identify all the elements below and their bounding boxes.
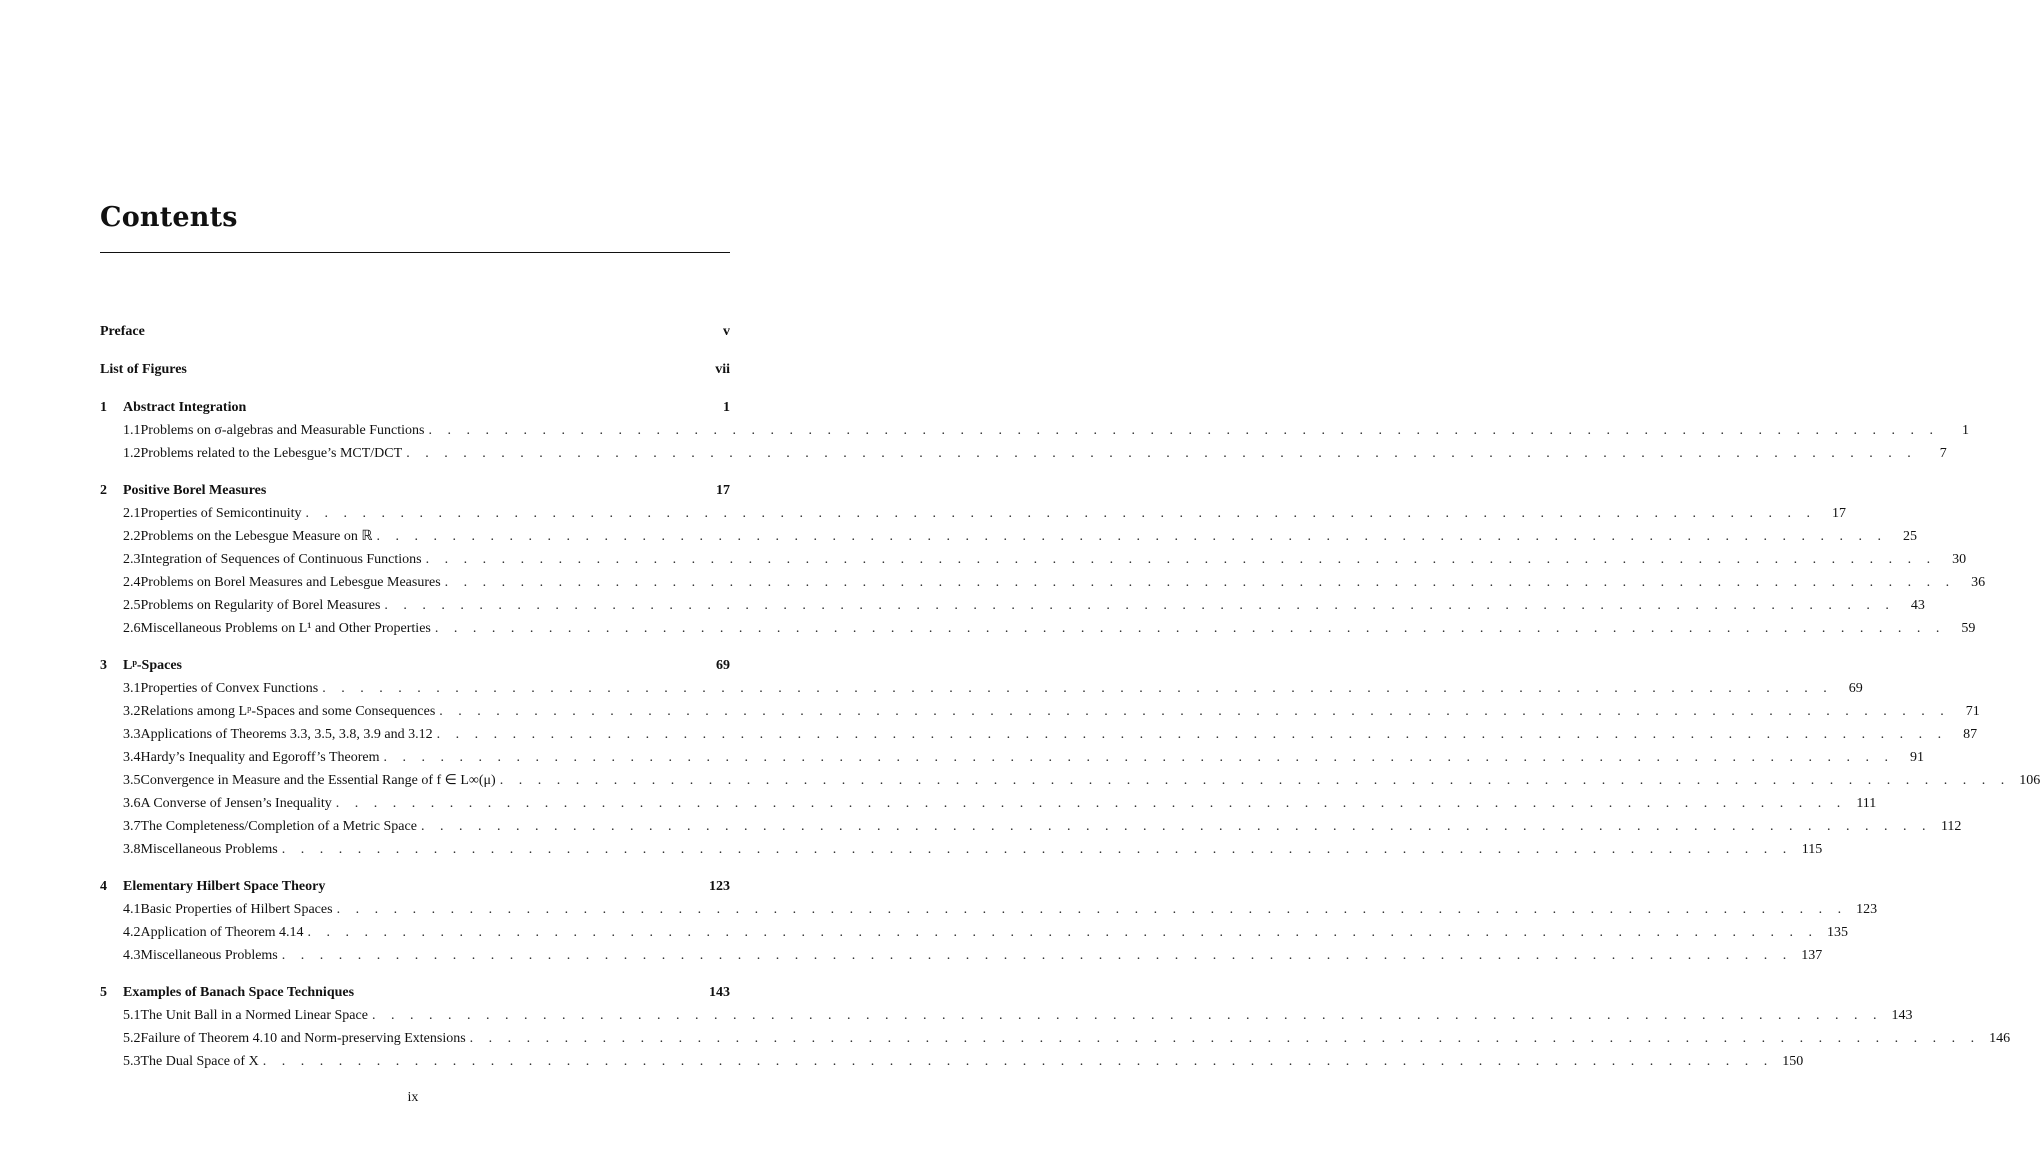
entry-page: v [723,324,730,339]
section-entry[interactable] [100,723,1978,746]
section-title: Miscellaneous Problems on L¹ and Other Properties [140,621,431,636]
section-entry[interactable] [100,677,1863,700]
chapter-page: 123 [709,879,730,894]
section-title: Miscellaneous Problems [140,948,278,963]
section-number: 3.5 [123,773,141,788]
section-title: Problems on σ-algebras and Measurable Functions [140,423,425,438]
section-page: 17 [1831,506,1846,521]
table-of-contents [100,320,2040,1087]
section-title: Applications of Theorems 3.3, 3.5, 3.8, 3.9 and 3.12 [140,727,433,742]
dot-leader: . . . . . . . . . . . . . . . . . . . . . . . . . . . . . . . . . . . . . . . . . . . . . . . . . . . . . . . . . . . . . . . . . . . . . . . . . . . . . . . . [406,446,1917,461]
section-entry[interactable] [100,548,1967,571]
section-entry[interactable] [100,617,1976,640]
section-entry[interactable] [100,594,1925,617]
section-title: Problems on Borel Measures and Lebesgue Measures [140,575,441,590]
section-page: 146 [1989,1031,2011,1046]
section-title: Basic Properties of Hilbert Spaces [140,902,333,917]
dot-leader: . . . . . . . . . . . . . . . . . . . . . . . . . . . . . . . . . . . . . . . . . . . . . . . . . . . . . . . . . . . . . . . . . . . . . . . . . . . . . . . . [439,704,1950,719]
section-entry[interactable] [100,419,1969,442]
section-page: 87 [1963,727,1978,742]
section-page: 43 [1910,598,1925,613]
page-title: Contents [100,202,238,233]
chapter-page: 69 [716,658,730,673]
section-title: Problems on Regularity of Borel Measures [140,598,381,613]
section-page: 69 [1848,681,1863,696]
section-entry[interactable] [100,502,1846,525]
section-number: 2.1 [123,506,141,521]
dot-leader: . . . . . . . . . . . . . . . . . . . . . . . . . . . . . . . . . . . . . . . . . . . . . . . . . . . . . . . . . . . . . . . . . . . . . . . . . . . . . . . . [281,948,1793,963]
section-number: 3.3 [123,727,141,742]
section-number: 3.4 [123,750,141,765]
section-entry[interactable] [100,1050,1804,1073]
section-entry[interactable] [100,746,1924,769]
section-entry[interactable] [100,838,1823,861]
chapter-title: Positive Borel Measures [123,483,267,498]
section-title: Properties of Convex Functions [140,681,319,696]
section-page: 25 [1902,529,1917,544]
dot-leader: . . . . . . . . . . . . . . . . . . . . . . . . . . . . . . . . . . . . . . . . . . . . . . . . . . . . . . . . . . . . . . . . . . . . . . . . . . . . . . . . [322,681,1833,696]
section-page: 135 [1827,925,1849,940]
section-page: 112 [1940,819,1962,834]
dot-leader: . . . . . . . . . . . . . . . . . . . . . . . . . . . . . . . . . . . . . . . . . . . . . . . . . . . . . . . . . . . . . . . . . . . . . . . . . . . . . . . . [335,796,1847,811]
section-title: Problems related to the Lebesgue’s MCT/DCT [140,446,403,461]
section-entry[interactable] [100,1027,2011,1050]
section-number: 2.3 [123,552,141,567]
section-number: 4.2 [123,925,141,940]
section-title: The Unit Ball in a Normed Linear Space [140,1008,368,1023]
section-page: 59 [1961,621,1976,636]
section-page: 36 [1971,575,1986,590]
section-title: Relations among Lᵖ-Spaces and some Consequences [140,704,436,719]
section-entry[interactable] [100,769,2040,792]
dot-leader: . . . . . . . . . . . . . . . . . . . . . . . . . . . . . . . . . . . . . . . . . . . . . . . . . . . . . . . . . . . . . . . . . . . . . . . . . . . . . . . . [307,925,1819,940]
section-page: 150 [1782,1054,1804,1069]
section-number: 3.8 [123,842,141,857]
section-number: 1.1 [123,423,141,438]
chapter-block [100,875,1878,967]
entry-title: Preface [100,324,145,339]
section-number: 2.2 [123,529,141,544]
dot-leader: . . . . . . . . . . . . . . . . . . . . . . . . . . . . . . . . . . . . . . . . . . . . . . . . . . . . . . . . . . . . . . . . . . . . . . . . . . . . . . . . [305,506,1816,521]
dot-leader: . . . . . . . . . . . . . . . . . . . . . . . . . . . . . . . . . . . . . . . . . . . . . . . . . . . . . . . . . . . . . . . . . . . . . . . . . . . . . . . . [434,621,1946,636]
dot-leader: . . . . . . . . . . . . . . . . . . . . . . . . . . . . . . . . . . . . . . . . . . . . . . . . . . . . . . . . . . . . . . . . . . . . . . . . . . . . . . . . [384,598,1895,613]
section-entry[interactable] [100,700,1980,723]
chapter-number: 1 [100,400,107,415]
section-title: Properties of Semicontinuity [140,506,302,521]
chapter-title: Abstract Integration [123,400,247,415]
section-entry[interactable] [100,944,1823,967]
chapter-block [100,479,1986,640]
title-rule [100,252,730,253]
chapter-entry[interactable] [100,654,730,677]
page-number: ix [407,1090,419,1105]
section-number: 4.3 [123,948,141,963]
chapter-page: 17 [716,483,730,498]
section-page: 91 [1909,750,1924,765]
chapter-entry[interactable] [100,396,730,419]
chapter-number: 5 [100,985,107,1000]
toc-entry-preface[interactable] [100,320,730,343]
toc-entry-list-of-figures[interactable] [100,358,730,381]
section-entry[interactable] [100,898,1878,921]
section-title: The Dual Space of X [140,1054,259,1069]
section-page: 143 [1891,1008,1913,1023]
dot-leader: . . . . . . . . . . . . . . . . . . . . . . . . . . . . . . . . . . . . . . . . . . . . . . . . . . . . . . . . . . . . . . . . . . . . . . . . . . . . . . . . [281,842,1793,857]
chapter-number: 4 [100,879,107,894]
section-number: 3.2 [123,704,141,719]
section-title: Integration of Sequences of Continuous Functions [140,552,422,567]
dot-leader: . . . . . . . . . . . . . . . . . . . . . . . . . . . . . . . . . . . . . . . . . . . . . . . . . . . . . . . . . . . . . . . . . . . . . . . . . . . . . . . . [336,902,1848,917]
chapter-block [100,396,1969,465]
section-page: 106 [2019,773,2040,788]
entry-page: vii [715,362,730,377]
section-entry[interactable] [100,792,1877,815]
section-title: A Converse of Jensen’s Inequality [140,796,332,811]
section-number: 1.2 [123,446,141,461]
chapter-number: 2 [100,483,107,498]
section-page: 30 [1952,552,1967,567]
dot-leader: . . . . . . . . . . . . . . . . . . . . . . . . . . . . . . . . . . . . . . . . . . . . . . . . . . . . . . . . . . . . . . . . . . . . . . . . . . . . . . . . [499,773,2011,788]
chapter-entry[interactable] [100,875,730,898]
section-page: 111 [1856,796,1877,811]
section-title: Application of Theorem 4.14 [140,925,304,940]
section-number: 2.4 [123,575,141,590]
section-number: 2.5 [123,598,141,613]
section-title: The Completeness/Completion of a Metric Space [140,819,417,834]
section-entry[interactable] [100,442,1947,465]
chapter-block [100,654,2040,861]
dot-leader: . . . . . . . . . . . . . . . . . . . . . . . . . . . . . . . . . . . . . . . . . . . . . . . . . . . . . . . . . . . . . . . . . . . . . . . . . . . . . . . . [420,819,1932,834]
dot-leader: . . . . . . . . . . . . . . . . . . . . . . . . . . . . . . . . . . . . . . . . . . . . . . . . . . . . . . . . . . . . . . . . . . . . . . . . . . . . . . . . [376,529,1887,544]
section-title: Failure of Theorem 4.10 and Norm-preserving Extensions [140,1031,466,1046]
chapter-title: Elementary Hilbert Space Theory [123,879,326,894]
section-page: 115 [1801,842,1823,857]
section-title: Convergence in Measure and the Essential Range of f ∈ L∞(μ) [140,773,496,788]
chapter-title: Examples of Banach Space Techniques [123,985,355,1000]
section-number: 4.1 [123,902,141,917]
section-title: Miscellaneous Problems [140,842,278,857]
dot-leader: . . . . . . . . . . . . . . . . . . . . . . . . . . . . . . . . . . . . . . . . . . . . . . . . . . . . . . . . . . . . . . . . . . . . . . . . . . . . . . . . [371,1008,1883,1023]
chapter-list [100,396,2040,1073]
section-page: 1 [1962,423,1969,438]
section-entry[interactable] [100,815,1962,838]
section-entry[interactable] [100,525,1917,548]
entry-title: List of Figures [100,362,187,377]
chapter-title: Lᵖ-Spaces [123,658,183,673]
section-number: 5.1 [123,1008,141,1023]
section-number: 5.2 [123,1031,141,1046]
section-page: 123 [1856,902,1878,917]
section-entry[interactable] [100,921,1849,944]
chapter-entry[interactable] [100,981,730,1004]
dot-leader: . . . . . . . . . . . . . . . . . . . . . . . . . . . . . . . . . . . . . . . . . . . . . . . . . . . . . . . . . . . . . . . . . . . . . . . . . . . . . . . . [383,750,1894,765]
section-number: 3.1 [123,681,141,696]
dot-leader: . . . . . . . . . . . . . . . . . . . . . . . . . . . . . . . . . . . . . . . . . . . . . . . . . . . . . . . . . . . . . . . . . . . . . . . . . . . . . . . . [444,575,1956,590]
section-number: 3.7 [123,819,141,834]
section-title: Problems on the Lebesgue Measure on ℝ [140,529,373,544]
section-page: 71 [1965,704,1980,719]
section-title: Hardy’s Inequality and Egoroff’s Theorem [140,750,380,765]
dot-leader: . . . . . . . . . . . . . . . . . . . . . . . . . . . . . . . . . . . . . . . . . . . . . . . . . . . . . . . . . . . . . . . . . . . . . . . . . . . . . . . . [436,727,1948,742]
dot-leader: . . . . . . . . . . . . . . . . . . . . . . . . . . . . . . . . . . . . . . . . . . . . . . . . . . . . . . . . . . . . . . . . . . . . . . . . . . . . . . . . [469,1031,1981,1046]
chapter-page: 1 [723,400,730,415]
section-entry[interactable] [100,571,1986,594]
dot-leader: . . . . . . . . . . . . . . . . . . . . . . . . . . . . . . . . . . . . . . . . . . . . . . . . . . . . . . . . . . . . . . . . . . . . . . . . . . . . . . . . [262,1054,1774,1069]
section-number: 5.3 [123,1054,141,1069]
section-number: 2.6 [123,621,141,636]
dot-leader: . . . . . . . . . . . . . . . . . . . . . . . . . . . . . . . . . . . . . . . . . . . . . . . . . . . . . . . . . . . . . . . . . . . . . . . . . . . . . . . . [425,552,1937,567]
section-page: 7 [1939,446,1947,461]
chapter-block [100,981,2011,1073]
section-entry[interactable] [100,1004,1913,1027]
section-number: 3.6 [123,796,141,811]
section-page: 137 [1801,948,1823,963]
chapter-number: 3 [100,658,107,673]
chapter-page: 143 [709,985,730,1000]
dot-leader: . . . . . . . . . . . . . . . . . . . . . . . . . . . . . . . . . . . . . . . . . . . . . . . . . . . . . . . . . . . . . . . . . . . . . . . . . . . . . . . . [428,423,1939,438]
chapter-entry[interactable] [100,479,730,502]
